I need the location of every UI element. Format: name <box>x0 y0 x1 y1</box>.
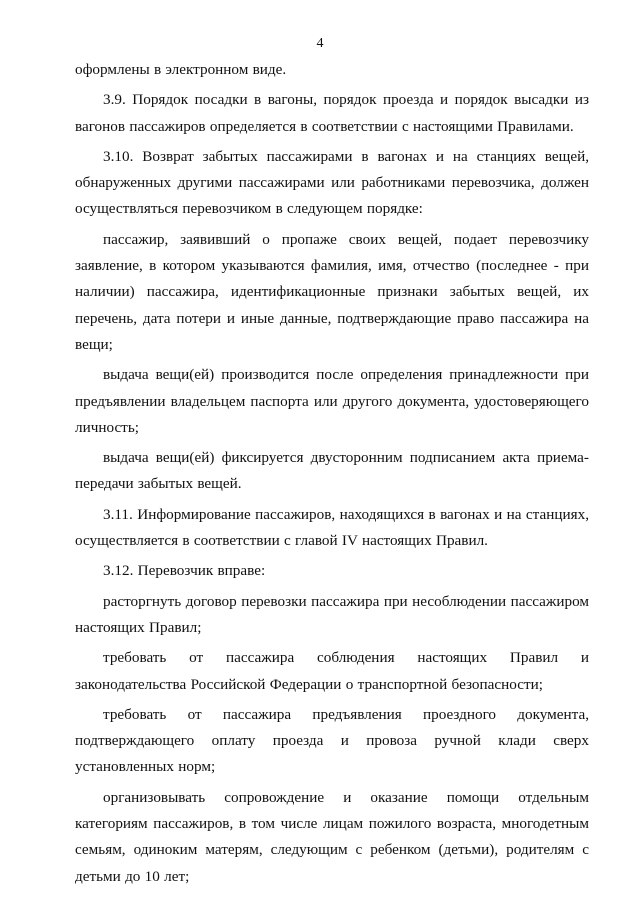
paragraph-3-12: 3.12. Перевозчик вправе: <box>103 562 266 580</box>
list-item: организовывать сопровождение и оказание помощи отдельным категориям пассажиров, в том числе лицам пожилого возраста, многодетным семьям, одиноким матерям, следующим с ребенком (детьми), родителям с детьми до 10 лет; <box>75 788 589 885</box>
paragraph-3-11: 3.11. Информирование пассажиров, находящихся в вагонах и на станциях, осуществляется в соответствии с главой IV настоящих Правил. <box>75 505 589 550</box>
paragraph-3-9: 3.9. Порядок посадки в вагоны, порядок проезда и порядок высадки из вагонов пассажиров определяется в соответствии с настоящими Правилами. <box>75 91 589 135</box>
page-number: 4 <box>316 36 324 51</box>
list-item: выдача вещи(ей) фиксируется двусторонним подписанием акта приема-передачи забытых вещей. <box>75 449 589 493</box>
document-body <box>75 57 589 894</box>
list-item: требовать от пассажира соблюдения настоящих Правил и законодательства Российской Федерации о транспортной безопасности; <box>75 649 589 693</box>
list-item: расторгнуть договор перевозки пассажира при несоблюдении пассажиром настоящих Правил; <box>75 592 589 636</box>
list-item: требовать от пассажира предъявления проездного документа, подтверждающего оплату проезда и провоза ручной клади сверх установленных норм; <box>75 705 589 776</box>
paragraph: оформлены в электронном виде. <box>75 61 287 78</box>
list-item: выдача вещи(ей) производится после определения принадлежности при предъявлении владельцем паспорта или другого документа, удостоверяющего личность; <box>75 366 589 436</box>
paragraph-3-10: 3.10. Возврат забытых пассажирами в вагонах и на станциях вещей, обнаруженных другими пассажирами или работниками перевозчика, должен осуществляться перевозчиком в следующем порядке: <box>75 147 589 218</box>
list-item: пассажир, заявивший о пропаже своих вещей, подает перевозчику заявление, в котором указываются фамилия, имя, отчество (последнее - при наличии) пассажира, идентификационные признаки забытых вещей, их перечень, дата потери и иные данные, подтверждающие право пассажира на вещи; <box>75 230 589 353</box>
